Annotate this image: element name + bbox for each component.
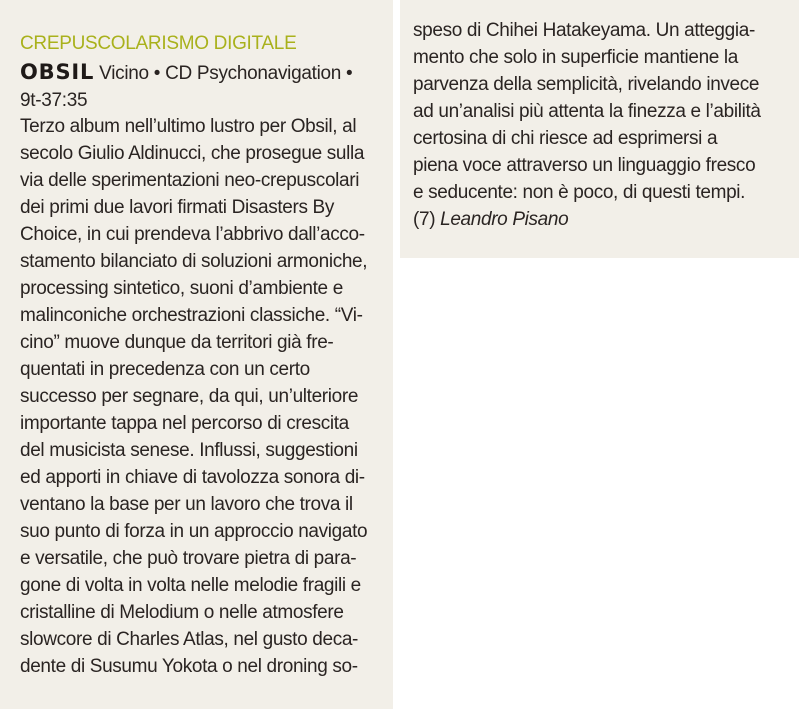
review-line: processing sintetico, suoni d’ambiente e bbox=[20, 278, 343, 299]
review-body-left bbox=[20, 113, 385, 680]
review-line: e seducente: non è poco, di questi tempi. bbox=[413, 182, 746, 203]
review-line: via delle sperimentazioni neo-crepuscolari bbox=[20, 170, 360, 191]
review-line: e versatile, che può trovare pietra di para- bbox=[20, 548, 357, 569]
review-headline bbox=[20, 59, 385, 114]
review-line: slowcore di Charles Atlas, nel gusto deca- bbox=[20, 629, 359, 650]
review-line: cino” muove dunque da territori già fre- bbox=[20, 332, 334, 353]
artist-name: OBSIL bbox=[20, 60, 95, 84]
review-lines-right bbox=[413, 17, 789, 206]
author-name: Leandro Pisano bbox=[440, 209, 569, 230]
review-line: secolo Giulio Aldinucci, che prosegue sulla bbox=[20, 143, 365, 164]
review-line: ad un’analisi più attenta la finezza e l’abilità bbox=[413, 101, 761, 122]
review-line: Terzo album nell’ultimo lustro per Obsil, al bbox=[20, 116, 357, 137]
review-line: mento che solo in superficie mantiene la bbox=[413, 47, 739, 68]
review-line: certosina di chi riesce ad esprimersi a bbox=[413, 128, 718, 149]
review-line: stamento bilanciato di soluzioni armoniche, bbox=[20, 251, 368, 272]
review-line: suo punto di forza in un approccio navigato bbox=[20, 521, 368, 542]
review-line: parvenza della semplicità, rivelando invece bbox=[413, 74, 760, 95]
review-line: importante tappa nel percorso di crescita bbox=[20, 413, 349, 434]
album-details: Vicino • CD Psychonavigation • bbox=[99, 63, 353, 84]
rating: (7) bbox=[413, 209, 436, 230]
review-line: piena voce attraverso un linguaggio fresco bbox=[413, 155, 756, 176]
headline-row-1 bbox=[20, 59, 385, 87]
review-line: dei primi due lavori firmati Disasters By bbox=[20, 197, 335, 218]
review-line: ventano la base per un lavoro che trova il bbox=[20, 494, 353, 515]
review-body-right bbox=[413, 17, 789, 233]
review-line: malinconiche orchestrazioni classiche. “Vi- bbox=[20, 305, 363, 326]
review-line: del musicista senese. Influssi, suggestioni bbox=[20, 440, 358, 461]
review-line: cristalline di Melodium o nelle atmosfere bbox=[20, 602, 344, 623]
review-line: gone di volta in volta nelle melodie fragili e bbox=[20, 575, 361, 596]
review-line: successo per segnare, da qui, un’ulteriore bbox=[20, 386, 359, 407]
review-signature bbox=[413, 206, 789, 233]
section-heading: CREPUSCOLARISMO DIGITALE bbox=[20, 33, 297, 54]
review-line: Choice, in cui prendeva l’abbrivo dall’acco- bbox=[20, 224, 365, 245]
review-line: quentati in precedenza con un certo bbox=[20, 359, 310, 380]
album-duration: 9t-37:35 bbox=[20, 90, 88, 111]
review-line: ed apporti in chiave di tavolozza sonora di- bbox=[20, 467, 365, 488]
review-line: dente di Susumu Yokota o nel droning so- bbox=[20, 656, 358, 677]
review-line: speso di Chihei Hatakeyama. Un atteggia- bbox=[413, 20, 755, 41]
